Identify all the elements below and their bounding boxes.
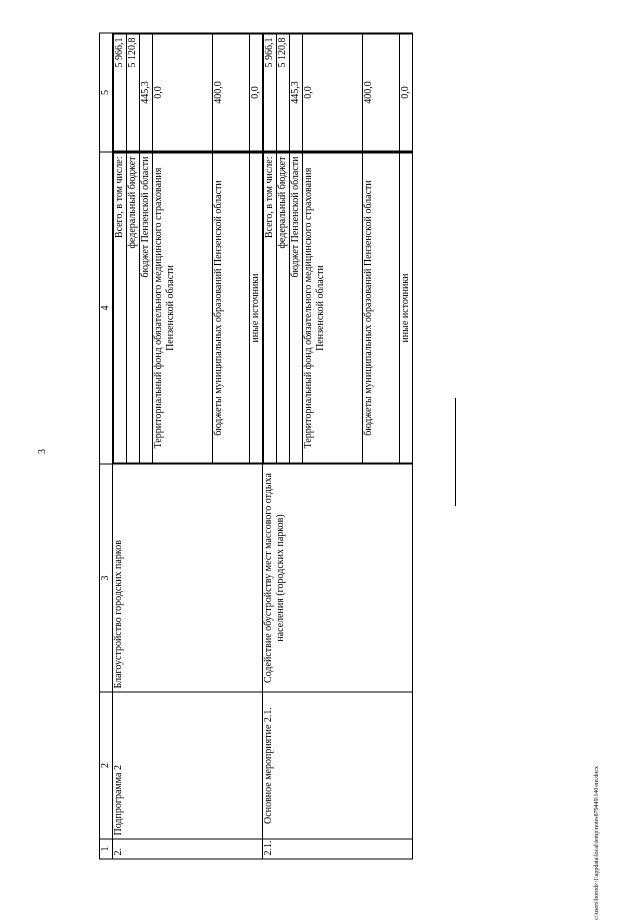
sources-cell: [112, 152, 262, 464]
source-item: Всего, в том числе:: [113, 153, 126, 463]
header-col-4: 4: [99, 152, 112, 464]
value-item: 400,0: [362, 34, 399, 151]
row-number: 2.1.: [262, 839, 412, 859]
row-title: Благоустройство городских парков: [112, 464, 262, 692]
source-item: иные источники: [249, 153, 262, 463]
source-item: бюджеты муниципальных образований Пензенской области: [362, 153, 399, 463]
source-item: Территориальный фонд обязательного медицинского страхования Пензенской области: [152, 153, 212, 463]
value-item: 445,3: [289, 34, 302, 151]
table-row: [262, 33, 412, 859]
source-item: федеральный бюджет: [276, 153, 289, 463]
source-item: иные источники: [399, 153, 412, 463]
page-number: 3: [37, 449, 48, 454]
value-item: 5 966,1: [113, 34, 126, 151]
values-cell: [262, 33, 412, 152]
table-container: [100, 33, 411, 859]
value-item: 0,0: [249, 34, 262, 151]
header-col-5: 5: [99, 33, 112, 152]
header-row: [99, 33, 112, 859]
source-item: Территориальный фонд обязательного медицинского страхования Пензенской области: [302, 153, 362, 463]
source-item: бюджет Пензенской области: [139, 153, 152, 463]
program-table: [99, 33, 413, 860]
source-item: бюджеты муниципальных образований Пензенской области: [212, 153, 249, 463]
value-item: 0,0: [152, 34, 212, 151]
value-item: 5 966,1: [263, 34, 276, 151]
footer-file-path: c:\users\borodi~1\appdata\local\temp\notes879449\140-пп.docx: [594, 766, 600, 920]
values-cell: [112, 33, 262, 152]
row-number: 2.: [112, 839, 262, 859]
value-item: 5 120,8: [276, 34, 289, 151]
source-item: Всего, в том числе:: [263, 153, 276, 463]
header-col-1: 1: [99, 839, 112, 859]
value-item: 0,0: [302, 34, 362, 151]
value-item: 400,0: [212, 34, 249, 151]
value-item: 5 120,8: [126, 34, 139, 151]
source-item: бюджет Пензенской области: [289, 153, 302, 463]
row-name: Основное мероприятие 2.1.: [262, 692, 412, 839]
value-item: 445,3: [139, 34, 152, 151]
header-col-3: 3: [99, 464, 112, 692]
row-title: Содействие обустройству мест массового отдыха населения (городских парков): [262, 464, 412, 692]
source-item: федеральный бюджет: [126, 153, 139, 463]
header-col-2: 2: [99, 692, 112, 839]
table-row: [112, 33, 262, 859]
value-item: 0,0: [399, 34, 412, 151]
row-name: Подпрограмма 2: [112, 692, 262, 839]
sources-cell: [262, 152, 412, 464]
separator-line: [455, 398, 456, 506]
